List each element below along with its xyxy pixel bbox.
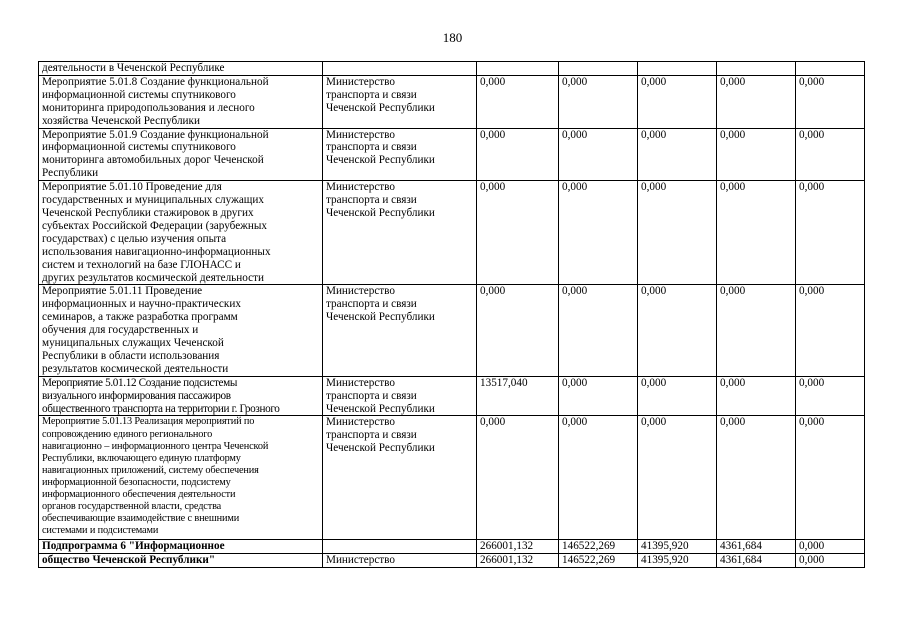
measure-cell: Мероприятие 5.01.10 Проведение для государственных и муниципальных служащих Чеченской Республики стажировок в других субъектах Российской Федерации (зарубежных государствах) с целью изучения опыта использования навигационно-информационных систем и технологий на базе ГЛОНАСС и других результатов космической деятельности <box>39 181 323 285</box>
value-cell: 0,000 <box>559 416 638 540</box>
executor-cell: Министерство <box>323 554 477 568</box>
value-cell: 0,000 <box>717 75 796 128</box>
value-cell: 13517,040 <box>477 376 559 416</box>
value-cell: 0,000 <box>638 285 717 376</box>
value-cell: 0,000 <box>717 376 796 416</box>
value-cell: 0,000 <box>559 376 638 416</box>
executor-cell: Министерство транспорта и связи Чеченской Республики <box>323 75 477 128</box>
value-cell: 4361,684 <box>717 540 796 554</box>
value-cell: 0,000 <box>638 128 717 181</box>
table-row <box>39 75 865 128</box>
value-cell: 0,000 <box>796 285 865 376</box>
measure-cell: Мероприятие 5.01.13 Реализация мероприятий по сопровождению единого регионального навигационно – информационного центра Чеченской Республики, включающего единую платформу навигационных приложений, систему обеспечения информационной безопасности, подсистему информационного обеспечения деятельности органов государственной власти, средства обеспечивающие взаимодействие с внешними системами и подсистемами <box>39 416 323 540</box>
value-cell <box>796 62 865 76</box>
value-cell: 0,000 <box>559 181 638 285</box>
value-cell: 146522,269 <box>559 554 638 568</box>
table-row <box>39 540 865 554</box>
value-cell: 0,000 <box>717 416 796 540</box>
value-cell: 0,000 <box>477 75 559 128</box>
value-cell: 4361,684 <box>717 554 796 568</box>
executor-cell: Министерство транспорта и связи Чеченской Республики <box>323 181 477 285</box>
executor-cell: Министерство транспорта и связи Чеченской Республики <box>323 128 477 181</box>
value-cell: 0,000 <box>796 75 865 128</box>
budget-table <box>38 61 865 568</box>
value-cell: 146522,269 <box>559 540 638 554</box>
value-cell: 0,000 <box>796 128 865 181</box>
executor-cell: Министерство транспорта и связи Чеченской Республики <box>323 285 477 376</box>
value-cell: 0,000 <box>477 128 559 181</box>
measure-cell: Мероприятие 5.01.9 Создание функциональной информационной системы спутникового мониторинга автомобильных дорог Чеченской Республики <box>39 128 323 181</box>
table-row <box>39 62 865 76</box>
executor-cell: Министерство транспорта и связи Чеченской Республики <box>323 416 477 540</box>
value-cell: 0,000 <box>477 416 559 540</box>
value-cell: 0,000 <box>559 128 638 181</box>
value-cell: 0,000 <box>717 285 796 376</box>
value-cell: 0,000 <box>477 181 559 285</box>
value-cell: 0,000 <box>796 181 865 285</box>
subprogram-title-cell: Подпрограмма 6 "Информационное <box>39 540 323 554</box>
value-cell <box>717 62 796 76</box>
table-row <box>39 416 865 540</box>
executor-cell <box>323 540 477 554</box>
value-cell <box>559 62 638 76</box>
value-cell: 0,000 <box>796 540 865 554</box>
value-cell: 0,000 <box>638 416 717 540</box>
executor-cell: Министерство транспорта и связи Чеченской Республики <box>323 376 477 416</box>
value-cell <box>477 62 559 76</box>
table-row <box>39 554 865 568</box>
measure-cell: деятельности в Чеченской Республике <box>39 62 323 76</box>
value-cell: 0,000 <box>717 181 796 285</box>
value-cell: 41395,920 <box>638 540 717 554</box>
table-row <box>39 376 865 416</box>
measure-cell: Мероприятие 5.01.8 Создание функциональной информационной системы спутникового мониторинга природопользования и лесного хозяйства Чеченской Республики <box>39 75 323 128</box>
table-row <box>39 285 865 376</box>
value-cell: 0,000 <box>477 285 559 376</box>
value-cell: 0,000 <box>638 376 717 416</box>
value-cell: 0,000 <box>638 181 717 285</box>
measure-cell: Мероприятие 5.01.11 Проведение информационных и научно-практических семинаров, а также разработка программ обучения для государственных и муниципальных служащих Чеченской Республики в области использования результатов космической деятельности <box>39 285 323 376</box>
value-cell: 0,000 <box>796 416 865 540</box>
table-row <box>39 181 865 285</box>
value-cell: 0,000 <box>796 376 865 416</box>
value-cell: 0,000 <box>559 75 638 128</box>
value-cell: 0,000 <box>717 128 796 181</box>
value-cell: 266001,132 <box>477 554 559 568</box>
value-cell <box>638 62 717 76</box>
subprogram-title-cell: общество Чеченской Республики" <box>39 554 323 568</box>
page-number: 180 <box>442 30 463 45</box>
value-cell: 0,000 <box>559 285 638 376</box>
table-row <box>39 128 865 181</box>
measure-cell: Мероприятие 5.01.12 Создание подсистемы визуального информирования пассажиров общественного транспорта на территории г. Грозного <box>39 376 323 416</box>
value-cell: 266001,132 <box>477 540 559 554</box>
value-cell: 0,000 <box>796 554 865 568</box>
value-cell: 41395,920 <box>638 554 717 568</box>
value-cell: 0,000 <box>638 75 717 128</box>
executor-cell <box>323 62 477 76</box>
